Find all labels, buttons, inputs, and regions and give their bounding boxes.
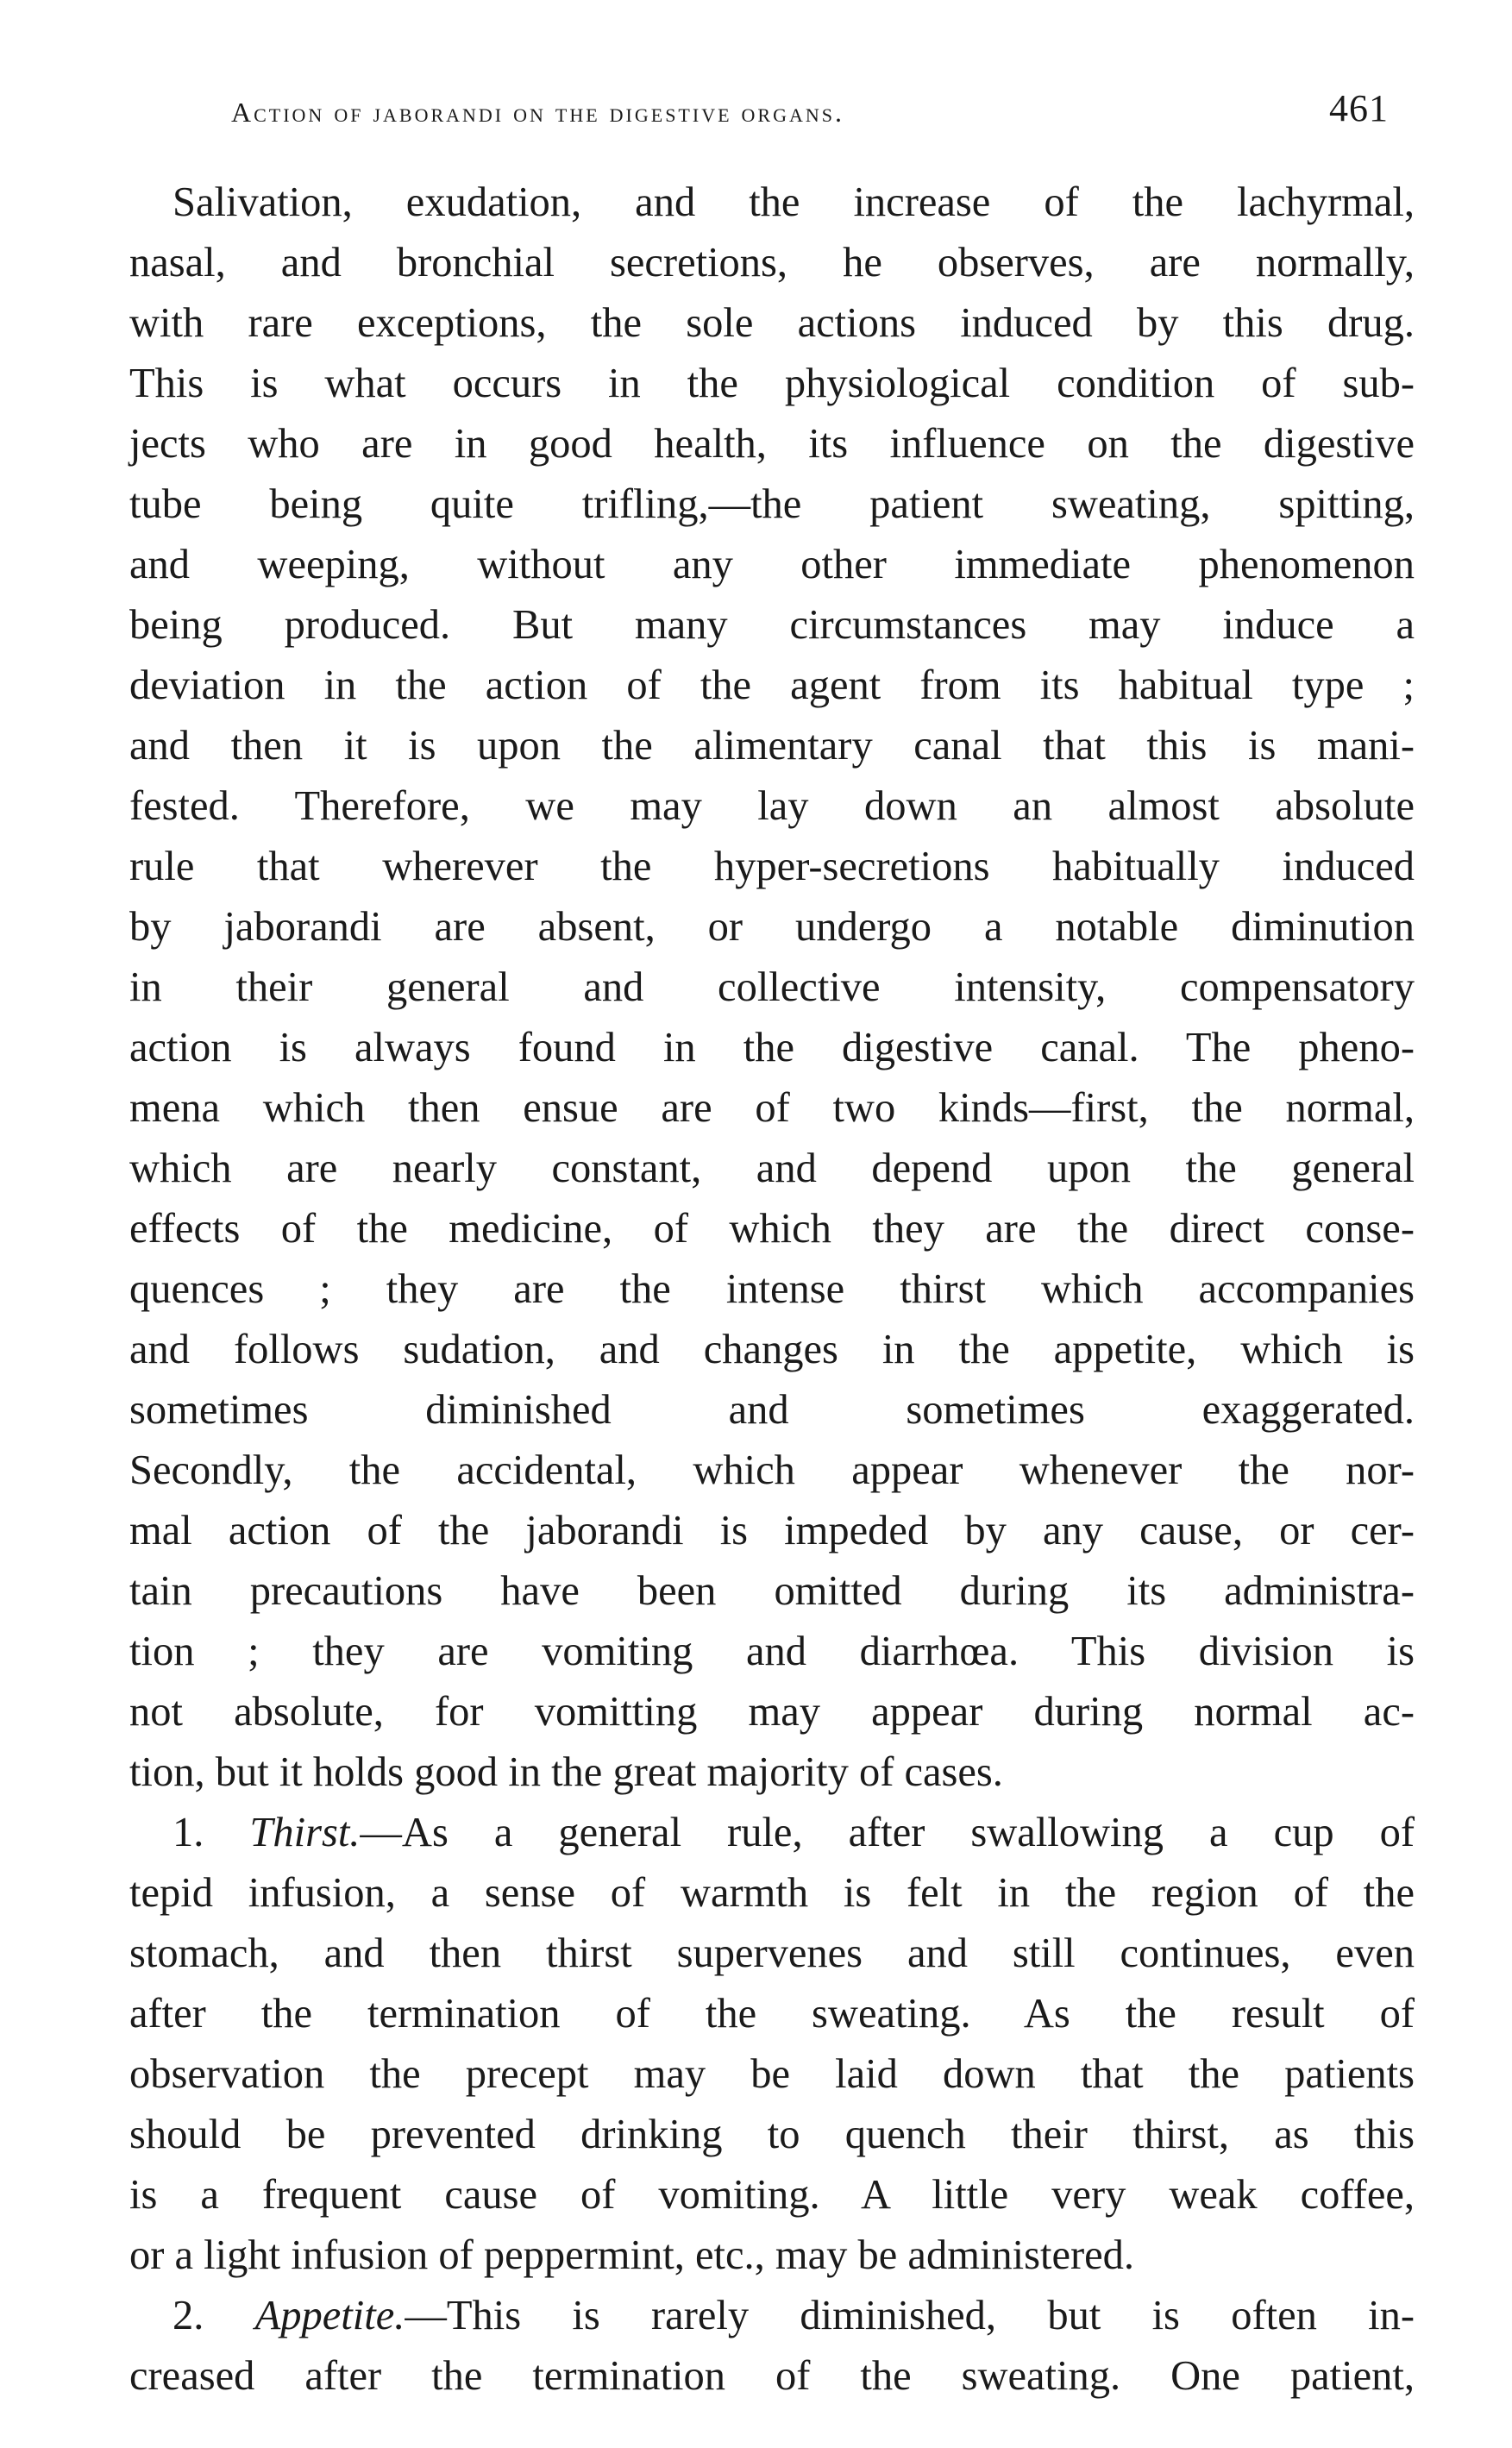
text-line: This is what occurs in the physiological condition of sub- bbox=[129, 361, 1415, 406]
text-line: with rare exceptions, the sole actions induced by this drug. bbox=[129, 300, 1415, 346]
text-line: and then it is upon the alimentary canal that this is mani- bbox=[129, 723, 1415, 769]
text-line: deviation in the action of the agent from its habitual type ; bbox=[129, 662, 1415, 708]
section-number: 1. bbox=[173, 1810, 204, 1855]
text-line: sometimes diminished and sometimes exaggerated. bbox=[129, 1387, 1415, 1433]
text-line: quences ; they are the intense thirst which accompanies bbox=[129, 1266, 1415, 1312]
text-line: Secondly, the accidental, which appear whenever the nor- bbox=[129, 1447, 1415, 1493]
text-line: and follows sudation, and changes in the appetite, which is bbox=[129, 1327, 1415, 1372]
text-line: should be prevented drinking to quench their thirst, as this bbox=[129, 2112, 1415, 2157]
text-line: which are nearly constant, and depend upon the general bbox=[129, 1146, 1415, 1191]
text-line: not absolute, for vomitting may appear during normal ac- bbox=[129, 1689, 1415, 1735]
text-line: rule that wherever the hyper-secretions habitually induced bbox=[129, 844, 1415, 889]
text-line: tain precautions have been omitted during its administra- bbox=[129, 1568, 1415, 1614]
text-line: effects of the medicine, of which they are the direct conse- bbox=[129, 1206, 1415, 1252]
paragraph-1 bbox=[129, 173, 1415, 1803]
page-number: 461 bbox=[1329, 87, 1389, 129]
text-line: jects who are in good health, its influence on the digestive bbox=[129, 421, 1415, 467]
section-heading: Appetite. bbox=[254, 2293, 405, 2338]
text-line: is a frequent cause of vomiting. A little very weak coffee, bbox=[129, 2172, 1415, 2218]
section-first-line-text: —This is rarely diminished, but is often in- bbox=[405, 2293, 1415, 2338]
text-line: stomach, and then thirst supervenes and still continues, even bbox=[129, 1930, 1415, 1976]
text-line: fested. Therefore, we may lay down an almost absolute bbox=[129, 783, 1415, 829]
text-line: nasal, and bronchial secretions, he observes, are normally, bbox=[129, 240, 1415, 286]
text-line: or a light infusion of peppermint, etc., may be administered. bbox=[129, 2232, 1135, 2278]
text-line: being produced. But many circumstances may induce a bbox=[129, 602, 1415, 648]
text-line: action is always found in the digestive canal. The pheno- bbox=[129, 1025, 1415, 1070]
text-line: and weeping, without any other immediate phenomenon bbox=[129, 542, 1415, 587]
section-thirst bbox=[129, 1803, 1415, 2286]
section-first-line-text: —As a general rule, after swallowing a cup of bbox=[360, 1810, 1415, 1855]
running-title: Action of jaborandi on the digestive organs. bbox=[231, 97, 844, 128]
text-line: in their general and collective intensity, compensatory bbox=[129, 964, 1415, 1010]
text-line: tube being quite trifling,—the patient sweating, spitting, bbox=[129, 481, 1415, 527]
text-line: Salivation, exudation, and the increase of the lachyrmal, bbox=[173, 179, 1415, 225]
text-line: tion ; they are vomiting and diarrhœa. This division is bbox=[129, 1629, 1415, 1674]
running-head bbox=[216, 86, 1389, 138]
section-number: 2. bbox=[173, 2293, 204, 2338]
text-line: creased after the termination of the sweating. One patient, bbox=[129, 2353, 1415, 2399]
section-heading: Thirst. bbox=[249, 1810, 361, 1855]
text-line: mena which then ensue are of two kinds—first, the normal, bbox=[129, 1085, 1415, 1131]
text-line: mal action of the jaborandi is impeded by any cause, or cer- bbox=[129, 1508, 1415, 1554]
section-appetite bbox=[129, 2286, 1415, 2407]
text-line: observation the precept may be laid down that the patients bbox=[129, 2051, 1415, 2097]
body-text bbox=[129, 173, 1415, 2407]
text-line: by jaborandi are absent, or undergo a notable diminution bbox=[129, 904, 1415, 950]
text-line: tepid infusion, a sense of warmth is felt in the region of the bbox=[129, 1870, 1415, 1916]
text-line: tion, but it holds good in the great majority of cases. bbox=[129, 1749, 1003, 1795]
section-first-line bbox=[129, 1803, 1415, 1863]
section-first-line bbox=[129, 2286, 1415, 2346]
text-line: after the termination of the sweating. As the result of bbox=[129, 1991, 1415, 2037]
